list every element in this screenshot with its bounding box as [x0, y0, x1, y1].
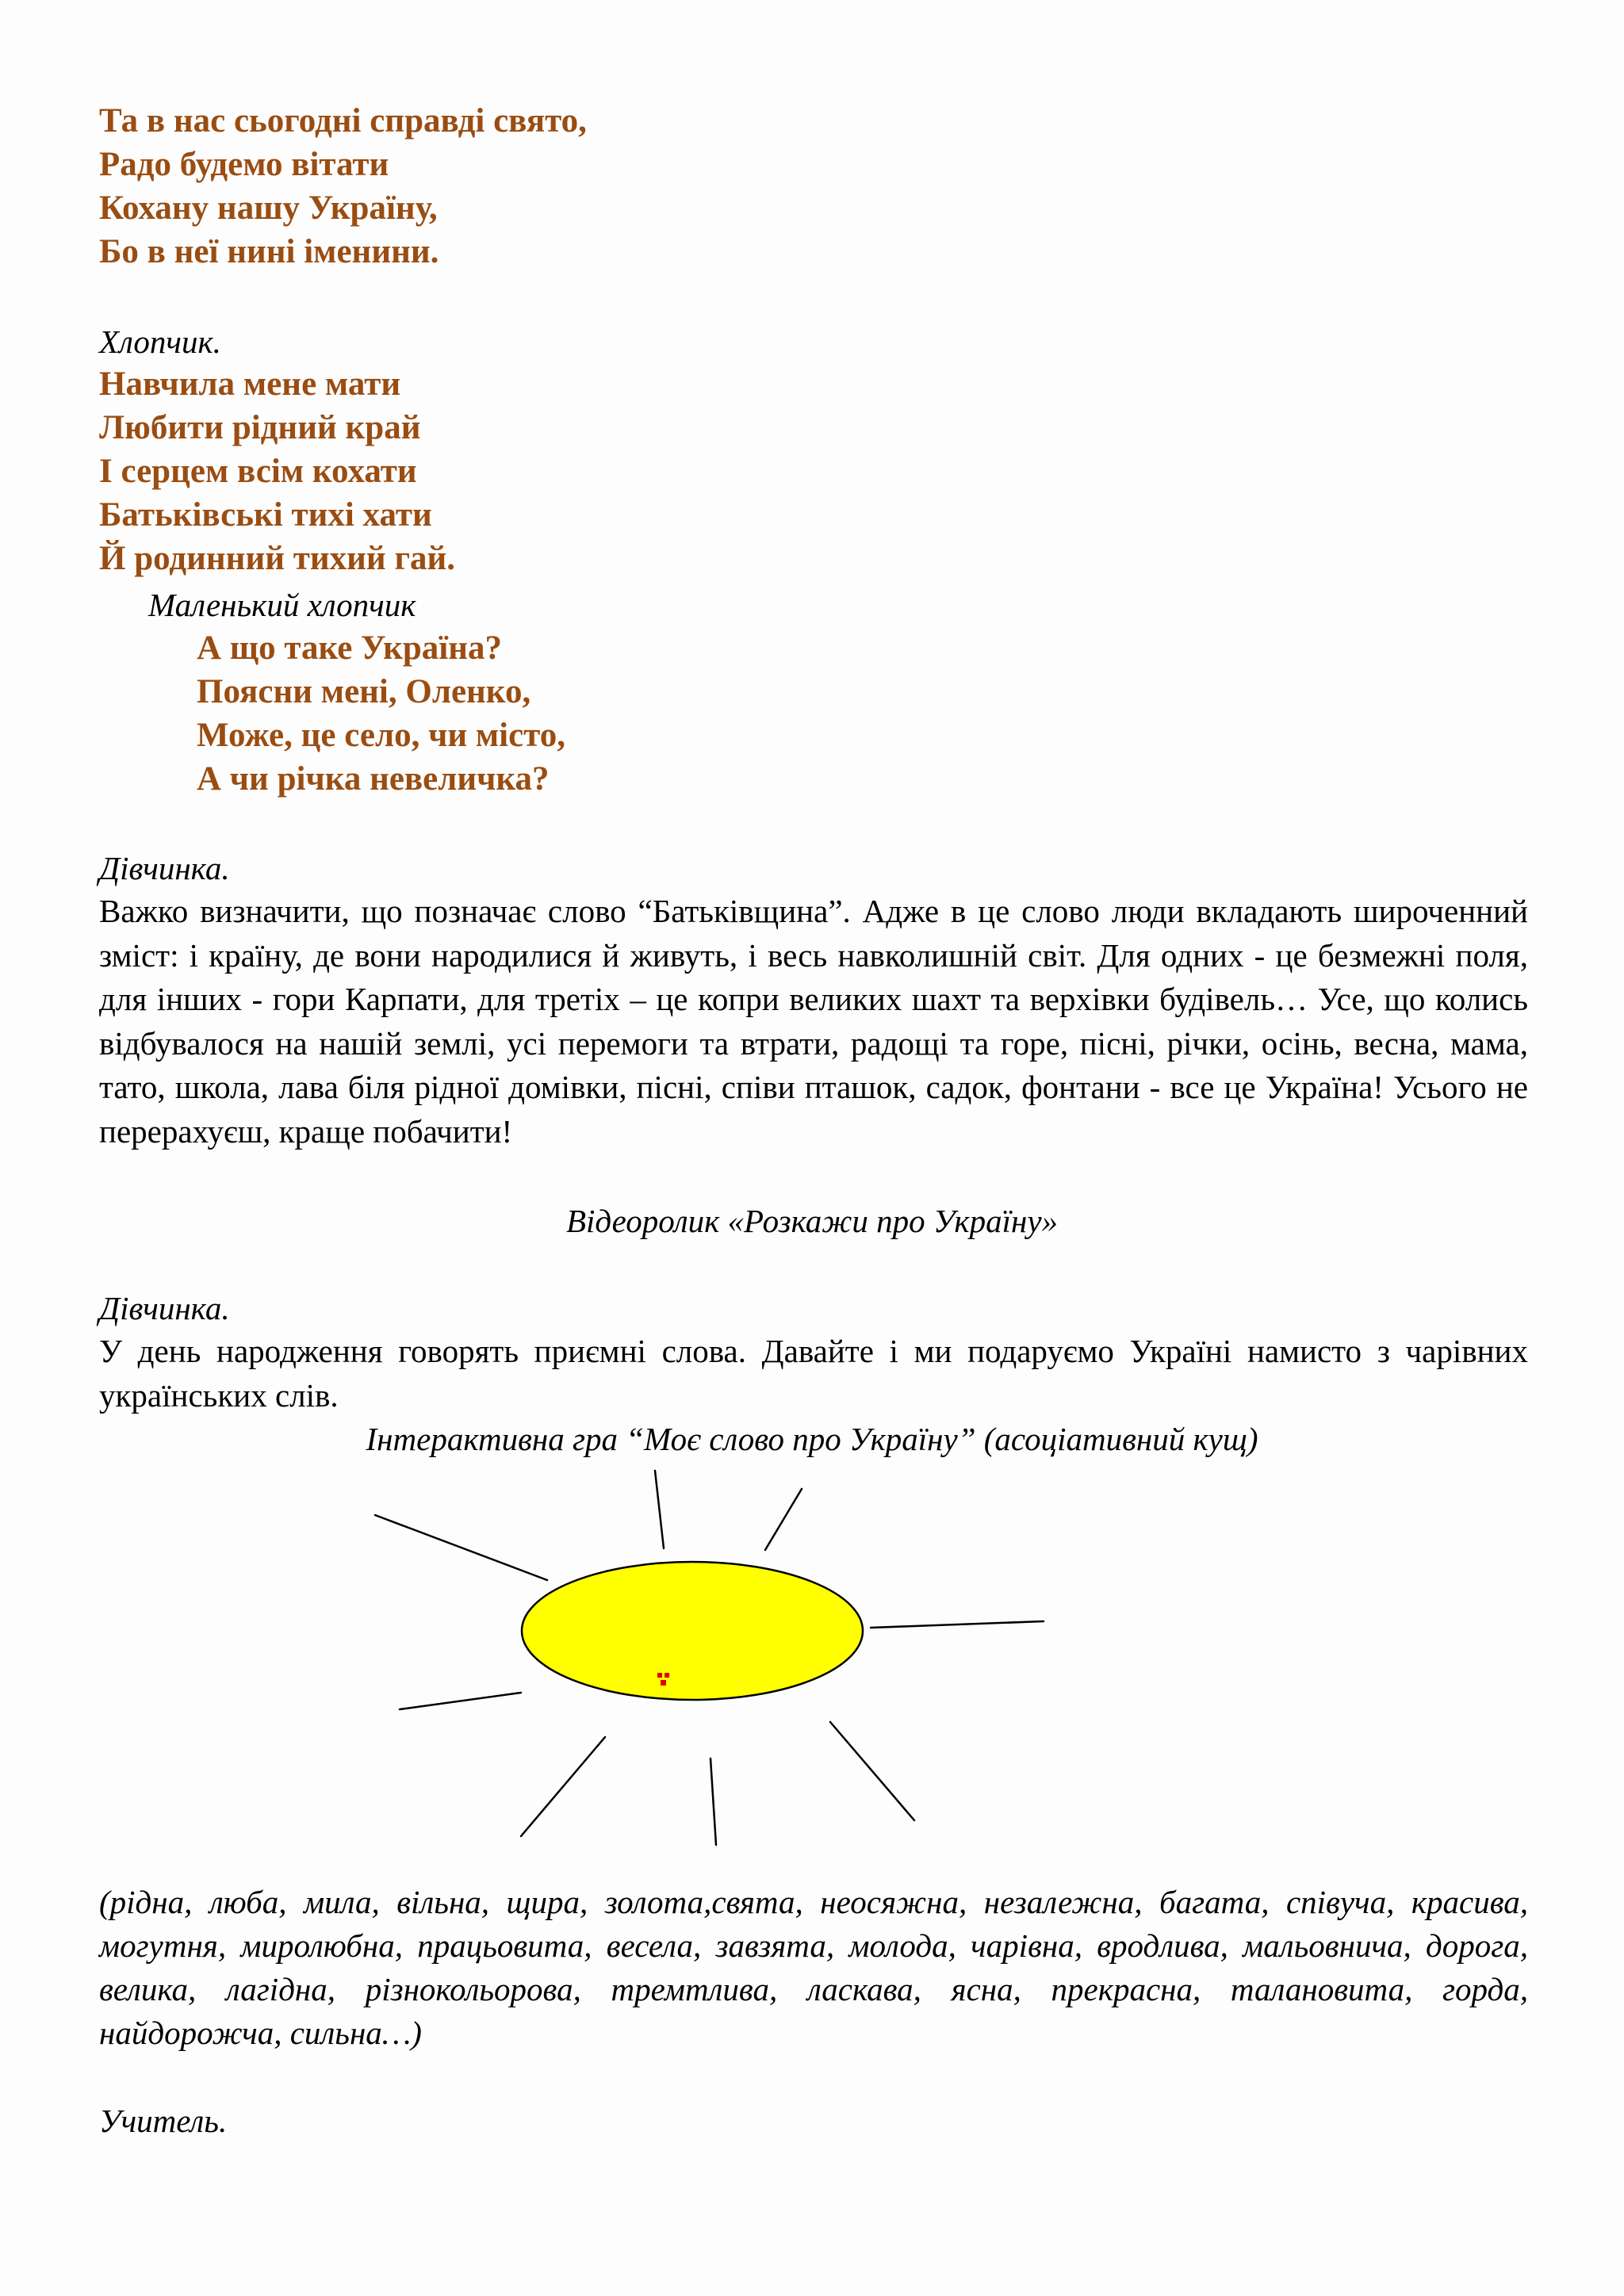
- game-caption: Інтерактивна гра “Моє слово про Україну” (асоціативний кущ): [366, 1421, 1258, 1457]
- verse-line: Навчила мене мати: [99, 365, 401, 403]
- speaker-label: Учитель.: [99, 2103, 228, 2139]
- verse-line: А що таке Україна?: [197, 629, 502, 667]
- speaker-label: Маленький хлопчик: [148, 587, 416, 623]
- verse-line: Любити рідний край: [99, 409, 421, 446]
- verse-line: Може, це село, чи місто,: [197, 717, 565, 754]
- verse-line: І серцем всім кохати: [99, 453, 417, 490]
- speaker-label: Хлопчик.: [99, 323, 221, 360]
- verse-line: А чи річка невеличка?: [197, 760, 550, 798]
- sun-ray: [765, 1489, 802, 1550]
- verse-line: Бо в неї нині іменини.: [99, 233, 439, 270]
- sun-ray: [830, 1722, 914, 1820]
- verse-line: Кохану нашу Україну,: [99, 189, 438, 227]
- sun-ray: [871, 1621, 1044, 1628]
- sun-ray: [400, 1693, 521, 1709]
- sun-ray: [710, 1758, 716, 1845]
- verse-line: Та в нас сьогодні справді свято,: [99, 102, 587, 140]
- speaker-label: Дівчинка.: [99, 850, 230, 886]
- sun-ray: [521, 1737, 605, 1836]
- verse-line: Радо будемо вітати: [99, 146, 389, 183]
- video-caption: Відеоролик «Розкажи про Україну»: [565, 1203, 1059, 1239]
- body-paragraph: Важко визначити, що позначає слово “Батьківщина”. Адже в це слово люди вкладають широченний зміст: і країну, де вони народилися й живуть, і весь навколишній світ. Для одних - це безмежні поля, для інших - гори Карпати, для третіх – це копри великих шахт та верхівки будівель… Усе, що колись відбувалося на нашій землі, усі перемоги та втрати, радощі та горе, пісні, річки, осінь, весна, мама, тато, школа, лава біля рідної домівки, пісні, співи пташок, садок, фонтани - все це Україна! Усього не перерахуєш, краще побачити!: [99, 893, 1528, 1150]
- body-paragraph: У день народження говорять приємні слова. Давайте і ми подаруємо Україні намисто з чарівних українських слів.: [99, 1333, 1528, 1414]
- sun-ray: [375, 1515, 547, 1580]
- sun-ellipse: [522, 1562, 863, 1700]
- sun-ray: [655, 1471, 664, 1548]
- verse-line: Поясни мені, Оленко,: [197, 673, 531, 710]
- speaker-label: Дівчинка.: [99, 1290, 230, 1326]
- verse-line: Батьківські тихі хати: [99, 496, 432, 534]
- word-list: (рідна, люба, мила, вільна, щира, золота,свята, неосяжна, незалежна, багата, співуча, красива, могутня, миролюбна, працьовита, весела, завзята, молода, чарівна, вродлива, мальовнича, дорога, велика, лагідна, різнокольорова, тремтлива, ласкава, ясна, прекрасна, талановита, горда, найдорожча, сильна…): [99, 1884, 1528, 2051]
- verse-line: Й родинний тихий гай.: [99, 540, 456, 577]
